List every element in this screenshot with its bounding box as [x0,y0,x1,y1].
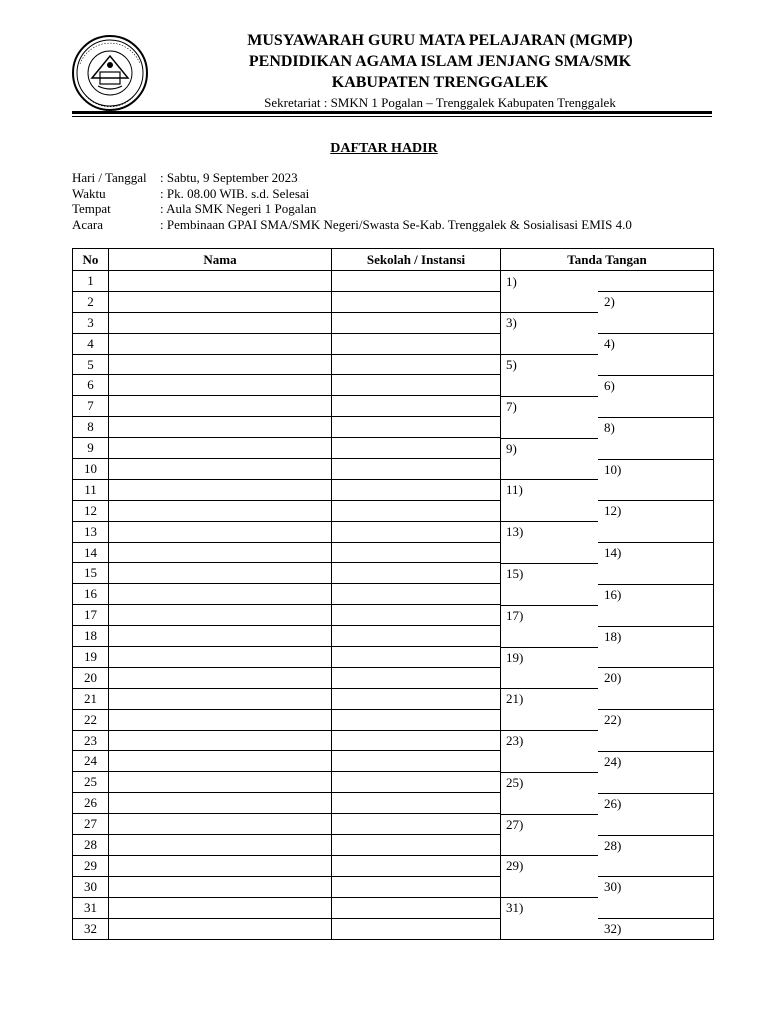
table-row [73,563,714,584]
signature-cell[interactable] [501,459,714,480]
signature-label: 23) [506,733,524,749]
table-row [73,542,714,563]
signature-cell[interactable] [501,897,714,918]
row-number: 14 [73,542,109,563]
info-label: Waktu [72,185,106,201]
info-row [72,217,632,233]
signature-label: 10) [604,461,622,477]
sekolah-cell[interactable] [332,354,501,375]
sekolah-cell[interactable] [332,688,501,709]
table-row [73,479,714,500]
header-sekolah: Sekolah / Instansi [332,249,501,271]
table-row [73,605,714,626]
table-row [73,772,714,793]
sekolah-cell[interactable] [332,605,501,626]
signature-label: 16) [604,586,622,602]
row-number: 18 [73,626,109,647]
sekolah-cell[interactable] [332,814,501,835]
signature-cell[interactable] [501,918,714,939]
signature-label: 17) [506,607,524,623]
sekolah-cell[interactable] [332,312,501,333]
signature-cell[interactable] [501,709,714,730]
row-number: 20 [73,667,109,688]
nama-cell[interactable] [109,396,332,417]
nama-cell[interactable] [109,814,332,835]
sekolah-cell[interactable] [332,479,501,500]
info-value: : Aula SMK Negeri 1 Pogalan [160,201,317,216]
sekolah-cell[interactable] [332,876,501,897]
sekolah-cell[interactable] [332,647,501,668]
table-row [73,626,714,647]
nama-cell[interactable] [109,605,332,626]
row-number: 23 [73,730,109,751]
signature-cell[interactable] [501,312,714,333]
table-row [73,291,714,312]
sekolah-cell[interactable] [332,793,501,814]
signature-cell[interactable] [501,271,714,292]
signature-label: 8) [604,419,615,435]
signature-cell[interactable] [501,542,714,563]
row-number: 1 [73,271,109,292]
table-row [73,814,714,835]
row-number: 30 [73,876,109,897]
signature-cell[interactable] [501,354,714,375]
sekolah-cell[interactable] [332,897,501,918]
sekolah-cell[interactable] [332,667,501,688]
signature-label: 20) [604,670,622,686]
row-number: 10 [73,459,109,480]
signature-label: 3) [506,315,517,331]
nama-cell[interactable] [109,438,332,459]
signature-label: 1) [506,274,517,289]
signature-cell[interactable] [501,584,714,605]
signature-label: 14) [604,545,622,561]
table-row [73,835,714,856]
info-label: Acara [72,216,104,232]
nama-cell[interactable] [109,730,332,751]
table-row [73,375,714,396]
nama-cell[interactable] [109,417,332,438]
signature-cell[interactable] [501,835,714,856]
signature-label: 21) [506,691,524,707]
signature-cell[interactable] [501,521,714,542]
signature-cell[interactable] [501,688,714,709]
org-name-line2: PENDIDIKAN AGAMA ISLAM JENJANG SMA/SMK [248,53,632,70]
letterhead [0,0,768,112]
sekolah-cell[interactable] [332,521,501,542]
signature-cell[interactable] [501,772,714,793]
sekolah-cell[interactable] [332,396,501,417]
sekolah-cell[interactable] [332,563,501,584]
table-row [73,709,714,730]
row-number: 2 [73,291,109,312]
nama-cell[interactable] [109,500,332,521]
sekolah-cell[interactable] [332,751,501,772]
signature-cell[interactable] [501,291,714,312]
table-row [73,667,714,688]
signature-label: 29) [506,858,524,874]
signature-label: 18) [604,628,622,644]
table-row [73,751,714,772]
secretariat-address: Sekretariat : SMKN 1 Pogalan – Trenggalek Kabupaten Trenggalek [264,95,616,110]
nama-cell[interactable] [109,271,332,292]
row-number: 27 [73,814,109,835]
row-number: 28 [73,835,109,856]
table-row [73,876,714,897]
event-info [72,170,632,232]
nama-cell[interactable] [109,709,332,730]
signature-label: 25) [506,774,524,790]
signature-cell[interactable] [501,855,714,876]
signature-label: 4) [604,336,615,352]
row-number: 11 [73,479,109,500]
nama-cell[interactable] [109,751,332,772]
nama-cell[interactable] [109,918,332,939]
signature-label: 12) [604,503,622,519]
signature-cell[interactable] [501,793,714,814]
row-number: 3 [73,312,109,333]
org-name-line1: MUSYAWARAH GURU MATA PELAJARAN (MGMP) [247,32,633,49]
row-number: 32 [73,918,109,939]
signature-label: 26) [604,795,622,811]
sekolah-cell[interactable] [332,709,501,730]
table-row [73,417,714,438]
signature-cell[interactable] [501,626,714,647]
row-number: 7 [73,396,109,417]
signature-cell[interactable] [501,375,714,396]
row-number: 19 [73,647,109,668]
row-number: 12 [73,500,109,521]
row-number: 29 [73,855,109,876]
table-row [73,396,714,417]
nama-cell[interactable] [109,521,332,542]
table-row [73,354,714,375]
signature-label: 11) [506,482,523,498]
nama-cell[interactable] [109,772,332,793]
signature-label: 24) [604,753,622,769]
signature-cell[interactable] [501,479,714,500]
row-number: 26 [73,793,109,814]
nama-cell[interactable] [109,876,332,897]
info-label: Tempat [72,201,111,216]
row-number: 9 [73,438,109,459]
signature-label: 9) [506,440,517,456]
info-label: Hari / Tanggal [72,170,147,185]
signature-cell[interactable] [501,814,714,835]
row-number: 13 [73,521,109,542]
header-rule-thick [72,111,712,114]
document-title: DAFTAR HADIR [330,141,438,156]
signature-label: 15) [506,565,524,581]
row-number: 31 [73,897,109,918]
sekolah-cell[interactable] [332,730,501,751]
mgmp-logo-emblem [62,34,158,112]
nama-cell[interactable] [109,291,332,312]
sekolah-cell[interactable] [332,626,501,647]
nama-cell[interactable] [109,667,332,688]
sekolah-cell[interactable] [332,500,501,521]
signature-cell[interactable] [501,500,714,521]
signature-label: 5) [506,357,517,373]
info-value: : Sabtu, 9 September 2023 [160,170,298,185]
nama-cell[interactable] [109,647,332,668]
signature-label: 19) [506,649,524,665]
sekolah-cell[interactable] [332,918,501,939]
nama-cell[interactable] [109,897,332,918]
signature-cell[interactable] [501,876,714,897]
signature-cell[interactable] [501,730,714,751]
header-rule-thin [72,116,712,117]
row-number: 8 [73,417,109,438]
signature-cell[interactable] [501,417,714,438]
row-number: 4 [73,333,109,354]
signature-cell[interactable] [501,605,714,626]
table-row [73,918,714,939]
row-number: 21 [73,688,109,709]
table-row [73,438,714,459]
nama-cell[interactable] [109,312,332,333]
header-no: No [73,249,109,271]
sekolah-cell[interactable] [332,417,501,438]
info-row [72,201,632,217]
row-number: 22 [73,709,109,730]
nama-cell[interactable] [109,835,332,856]
sekolah-cell[interactable] [332,291,501,312]
signature-cell[interactable] [501,563,714,584]
sekolah-cell[interactable] [332,271,501,292]
table-row [73,793,714,814]
table-row [73,897,714,918]
nama-cell[interactable] [109,584,332,605]
table-row [73,271,714,292]
signature-cell[interactable] [501,333,714,354]
sekolah-cell[interactable] [332,438,501,459]
signature-label: 6) [604,377,615,393]
signature-label: 13) [506,524,524,540]
nama-cell[interactable] [109,479,332,500]
signature-label: 2) [604,294,615,310]
sekolah-cell[interactable] [332,375,501,396]
signature-label: 27) [506,816,524,832]
table-row [73,333,714,354]
header-tanda-tangan: Tanda Tangan [501,249,714,271]
info-row [72,186,632,202]
table-row [73,584,714,605]
table-row [73,730,714,751]
table-row [73,312,714,333]
info-row [72,170,632,186]
header-nama: Nama [109,249,332,271]
row-number: 16 [73,584,109,605]
row-number: 24 [73,751,109,772]
info-value: : Pembinaan GPAI SMA/SMK Negeri/Swasta Se-Kab. Trenggalek & Sosialisasi EMIS 4.0 [160,216,632,232]
nama-cell[interactable] [109,459,332,480]
table-row [73,500,714,521]
org-name-line3: KABUPATEN TRENGGALEK [331,74,549,91]
nama-cell[interactable] [109,542,332,563]
signature-cell[interactable] [501,751,714,772]
nama-cell[interactable] [109,563,332,584]
nama-cell[interactable] [109,354,332,375]
signature-cell[interactable] [501,667,714,688]
sekolah-cell[interactable] [332,542,501,563]
signature-cell[interactable] [501,438,714,459]
nama-cell[interactable] [109,375,332,396]
info-value: : Pk. 08.00 WIB. s.d. Selesai [160,185,310,201]
sekolah-cell[interactable] [332,772,501,793]
signature-cell[interactable] [501,647,714,668]
signature-label: 22) [604,712,622,728]
signature-cell[interactable] [501,396,714,417]
sekolah-cell[interactable] [332,835,501,856]
nama-cell[interactable] [109,793,332,814]
table-row [73,521,714,542]
row-number: 25 [73,772,109,793]
sekolah-cell[interactable] [332,333,501,354]
row-number: 15 [73,563,109,584]
table-row [73,688,714,709]
row-number: 17 [73,605,109,626]
row-number: 5 [73,354,109,375]
table-row [73,647,714,668]
sekolah-cell[interactable] [332,584,501,605]
nama-cell[interactable] [109,333,332,354]
table-header-row [73,249,714,271]
nama-cell[interactable] [109,626,332,647]
nama-cell[interactable] [109,855,332,876]
sekolah-cell[interactable] [332,459,501,480]
sekolah-cell[interactable] [332,855,501,876]
signature-label: 32) [604,921,622,937]
table-row [73,459,714,480]
signature-label: 7) [506,398,517,414]
attendance-table [72,248,713,940]
nama-cell[interactable] [109,688,332,709]
table-row [73,855,714,876]
signature-label: 31) [506,900,524,916]
signature-label: 28) [604,837,622,853]
row-number: 6 [73,375,109,396]
signature-label: 30) [604,879,622,895]
